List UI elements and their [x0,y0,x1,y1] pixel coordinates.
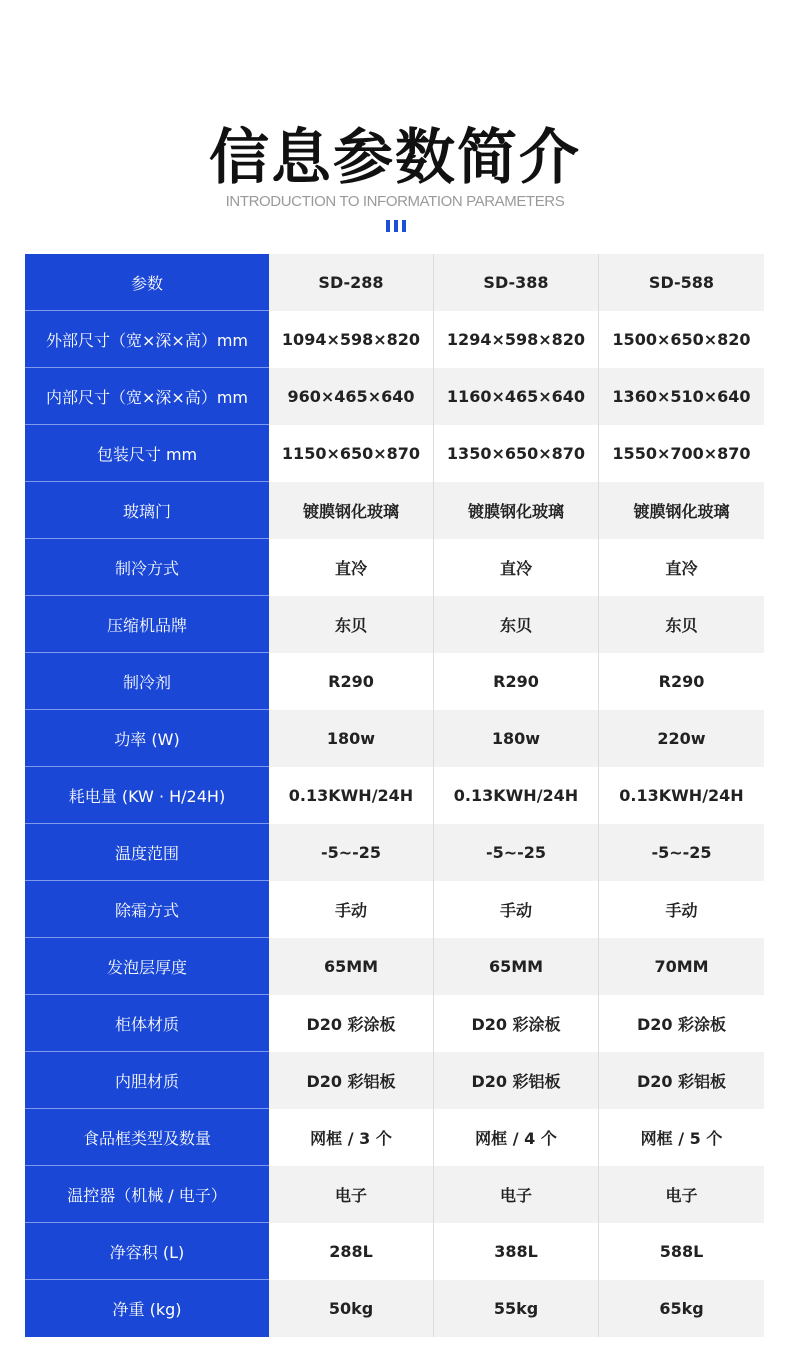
table-row [25,767,765,824]
row-label: 功率 (W) [25,710,269,767]
row-value: 288L [269,1223,434,1280]
row-value: -5~-25 [599,824,764,881]
row-value: D20 彩涂板 [434,995,599,1052]
row-label: 除霜方式 [25,881,269,938]
page-subtitle: INTRODUCTION TO INFORMATION PARAMETERS [225,193,565,210]
row-value: 0.13KWH/24H [269,767,434,824]
row-value: 电子 [269,1166,434,1223]
row-value: 直冷 [434,539,599,596]
row-value: 588L [599,1223,764,1280]
row-value: 65kg [599,1280,764,1337]
row-value: 1094×598×820 [269,311,434,368]
table-row [25,710,765,767]
row-value: 1160×465×640 [434,368,599,425]
table-row [25,368,765,425]
table-row [25,653,765,710]
row-value: D20 彩涂板 [599,995,764,1052]
row-value: 直冷 [599,539,764,596]
row-label: 柜体材质 [25,995,269,1052]
row-value: 180w [269,710,434,767]
row-value: 960×465×640 [269,368,434,425]
row-value: 0.13KWH/24H [434,767,599,824]
row-value: 电子 [599,1166,764,1223]
row-value: 手动 [599,881,764,938]
row-value: D20 彩铝板 [434,1052,599,1109]
row-label: 制冷方式 [25,539,269,596]
row-value: 东贝 [269,596,434,653]
bar-mark [402,220,406,232]
row-value: 手动 [269,881,434,938]
table-row [25,1052,765,1109]
row-value: 1500×650×820 [599,311,764,368]
table-row [25,995,765,1052]
row-value: 65MM [269,938,434,995]
row-label: 耗电量 (KW · H/24H) [25,767,269,824]
table-row [25,596,765,653]
row-value: 70MM [599,938,764,995]
table-row [25,1166,765,1223]
table-header-row [25,254,765,311]
row-value: -5~-25 [434,824,599,881]
row-label: 食品框类型及数量 [25,1109,269,1166]
row-label: 内胆材质 [25,1052,269,1109]
row-value: 180w [434,710,599,767]
row-label: 包装尺寸 mm [25,425,269,482]
row-value: -5~-25 [269,824,434,881]
parameter-table [25,254,765,1337]
row-value: D20 彩铝板 [269,1052,434,1109]
page-title: 信息参数简介 [209,123,581,193]
row-label: 压缩机品牌 [25,596,269,653]
row-value: 0.13KWH/24H [599,767,764,824]
row-label: 内部尺寸（宽×深×高）mm [25,368,269,425]
model-header: SD-388 [434,254,599,311]
table-row [25,539,765,596]
table-row [25,482,765,539]
row-value: 388L [434,1223,599,1280]
row-label: 净容积 (L) [25,1223,269,1280]
decorative-bars [386,220,410,232]
table-row [25,1109,765,1166]
row-value: 220w [599,710,764,767]
row-value: 1150×650×870 [269,425,434,482]
row-label: 温度范围 [25,824,269,881]
row-value: 1294×598×820 [434,311,599,368]
model-header: SD-288 [269,254,434,311]
table-row [25,824,765,881]
row-label: 制冷剂 [25,653,269,710]
row-value: 1350×650×870 [434,425,599,482]
row-value: D20 彩铝板 [599,1052,764,1109]
row-label: 玻璃门 [25,482,269,539]
row-value: R290 [599,653,764,710]
page-header [0,0,790,254]
table-row [25,425,765,482]
row-value: 65MM [434,938,599,995]
row-value: R290 [434,653,599,710]
row-value: 1360×510×640 [599,368,764,425]
row-value: R290 [269,653,434,710]
row-value: 电子 [434,1166,599,1223]
table-row [25,938,765,995]
bar-mark [386,220,390,232]
row-label: 净重 (kg) [25,1280,269,1337]
table-row [25,311,765,368]
row-value: 手动 [434,881,599,938]
row-value: 镀膜钢化玻璃 [599,482,764,539]
row-value: 网框 / 5 个 [599,1109,764,1166]
header-label: 参数 [25,254,269,311]
table-row [25,1280,765,1337]
row-value: 50kg [269,1280,434,1337]
row-value: 镀膜钢化玻璃 [434,482,599,539]
row-value: 网框 / 4 个 [434,1109,599,1166]
row-value: 东贝 [434,596,599,653]
row-label: 发泡层厚度 [25,938,269,995]
row-value: D20 彩涂板 [269,995,434,1052]
row-label: 外部尺寸（宽×深×高）mm [25,311,269,368]
table-row [25,881,765,938]
row-value: 网框 / 3 个 [269,1109,434,1166]
bar-mark [394,220,398,232]
row-value: 1550×700×870 [599,425,764,482]
row-value: 东贝 [599,596,764,653]
row-value: 直冷 [269,539,434,596]
row-value: 镀膜钢化玻璃 [269,482,434,539]
row-value: 55kg [434,1280,599,1337]
model-header: SD-588 [599,254,764,311]
row-label: 温控器（机械 / 电子） [25,1166,269,1223]
table-row [25,1223,765,1280]
